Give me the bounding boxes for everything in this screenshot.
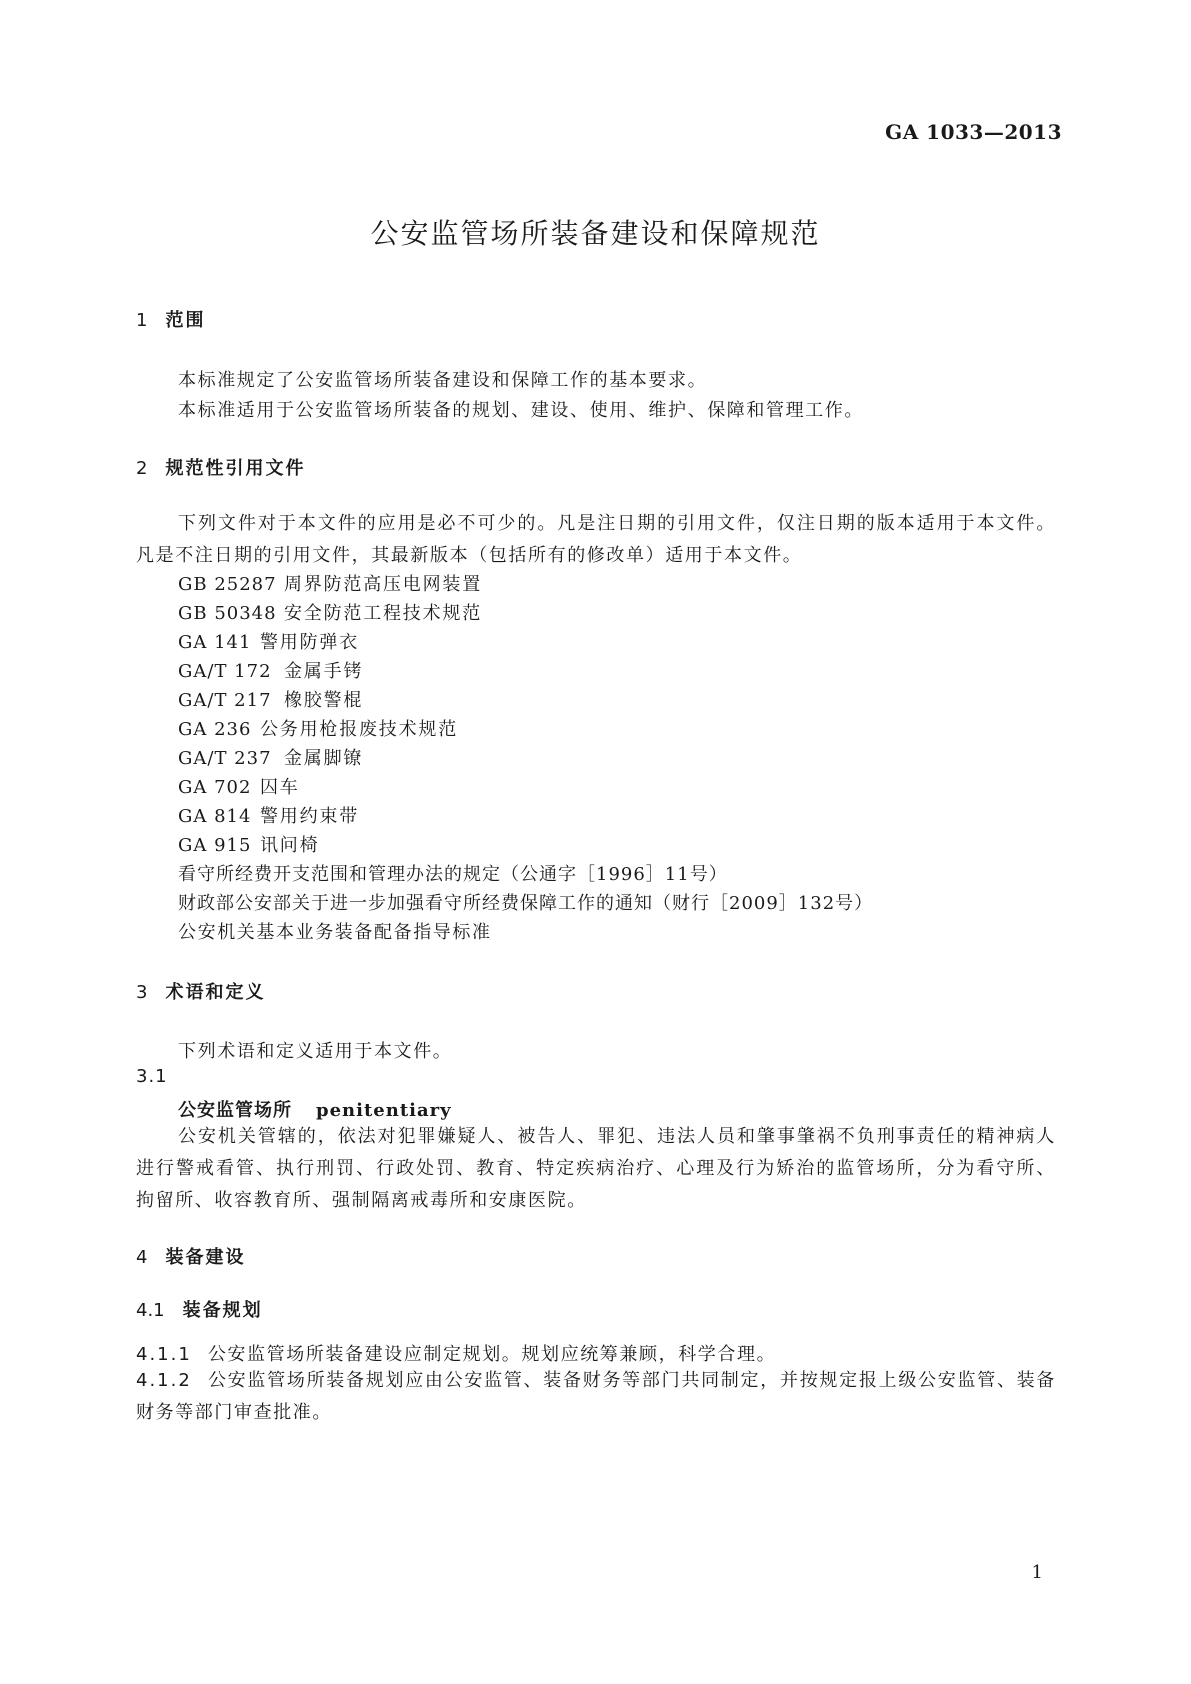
standard-code: GA 1033—2013 [885, 120, 1062, 144]
reference-code: GA/T 217 [178, 690, 272, 711]
reference-name: 讯问椅 [260, 835, 320, 856]
reference-item [178, 773, 300, 799]
reference-code: GA 141 [178, 632, 252, 653]
section-number: 3 [136, 982, 148, 1003]
term-heading [178, 1096, 452, 1122]
reference-name: 囚车 [260, 777, 300, 798]
clause [136, 1365, 1056, 1429]
reference-item [178, 715, 458, 741]
page-number: 1 [1031, 1562, 1043, 1583]
section-4-heading [136, 1243, 245, 1269]
reference-item: 公安机关基本业务装备配备指导标准 [178, 922, 492, 943]
clause-text: 公安监管场所装备规划应由公安监管、装备财务等部门共同制定，并按规定报上级公安监管、装备财务等部门审查批准。 [136, 1370, 1056, 1423]
term-definition: 公安机关管辖的，依法对犯罪嫌疑人、被告人、罪犯、违法人员和肇事肇祸不负刑事责任的精神病人进行警戒看管、执行刑罚、行政处罚、教育、特定疾病治疗、心理及行为矫治的监管场所，分为看守所、拘留所、收容教育所、强制隔离戒毒所和安康医院。 [136, 1126, 1056, 1211]
clause [136, 1340, 776, 1366]
reference-name: 金属脚镣 [284, 748, 364, 769]
reference-name: 金属手铐 [284, 661, 364, 682]
section-1-heading [136, 306, 205, 332]
reference-item [178, 657, 363, 683]
reference-item [178, 831, 319, 857]
reference-code: GA 702 [178, 777, 252, 798]
reference-code: GB 25287 [178, 574, 277, 595]
section-title: 术语和定义 [165, 982, 266, 1003]
reference-name: 周界防范高压电网装置 [284, 574, 482, 595]
reference-name: 警用防弹衣 [260, 632, 359, 653]
reference-code: GA 915 [178, 835, 252, 856]
reference-name: 安全防范工程技术规范 [284, 603, 482, 624]
paragraph: 本标准规定了公安监管场所装备建设和保障工作的基本要求。 [178, 370, 708, 391]
reference-item [178, 686, 363, 712]
clause-number: 4.1.1 [136, 1344, 192, 1365]
document-title: 公安监管场所装备建设和保障规范 [370, 217, 821, 250]
section-2-heading [136, 454, 305, 480]
section-number: 4 [136, 1247, 148, 1268]
reference-name: 警用约束带 [260, 806, 359, 827]
reference-item: 财政部公安部关于进一步加强看守所经费保障工作的通知（财行［2009］132号） [178, 893, 874, 914]
paragraph: 本标准适用于公安监管场所装备的规划、建设、使用、维护、保障和管理工作。 [178, 400, 864, 421]
subsection-4-1-heading [136, 1296, 263, 1322]
clause-text: 公安监管场所装备建设应制定规划。规划应统筹兼顾，科学合理。 [207, 1344, 777, 1365]
reference-item [178, 744, 363, 770]
section-title: 规范性引用文件 [165, 458, 306, 479]
reference-item: 看守所经费开支范围和管理办法的规定（公通字［1996］11号） [178, 864, 728, 885]
reference-code: GA 236 [178, 719, 252, 740]
reference-name: 橡胶警棍 [284, 690, 364, 711]
clause-number: 4.1.2 [136, 1370, 192, 1391]
term-en: penitentiary [316, 1100, 452, 1121]
reference-item [178, 599, 482, 625]
reference-code: GA 814 [178, 806, 252, 827]
reference-item [178, 570, 482, 596]
section-title: 范围 [165, 310, 206, 331]
subsection-title: 装备规划 [182, 1300, 263, 1321]
section-number: 1 [136, 310, 148, 331]
section-title: 装备建设 [165, 1247, 246, 1268]
paragraph: 下列文件对于本文件的应用是必不可少的。凡是注日期的引用文件，仅注日期的版本适用于本文件。凡是不注日期的引用文件，其最新版本（包括所有的修改单）适用于本文件。 [136, 513, 1056, 566]
reference-code: GA/T 237 [178, 748, 272, 769]
subsection-number: 4.1 [136, 1300, 165, 1321]
reference-name: 公务用枪报废技术规范 [260, 719, 458, 740]
reference-item [178, 802, 359, 828]
term-zh: 公安监管场所 [178, 1100, 292, 1121]
paragraph: 下列术语和定义适用于本文件。 [178, 1041, 453, 1062]
reference-code: GA/T 172 [178, 661, 272, 682]
section-number: 2 [136, 458, 148, 479]
term-number: 3.1 [136, 1066, 168, 1087]
reference-item [178, 628, 359, 654]
section-3-heading [136, 978, 265, 1004]
reference-code: GB 50348 [178, 603, 277, 624]
